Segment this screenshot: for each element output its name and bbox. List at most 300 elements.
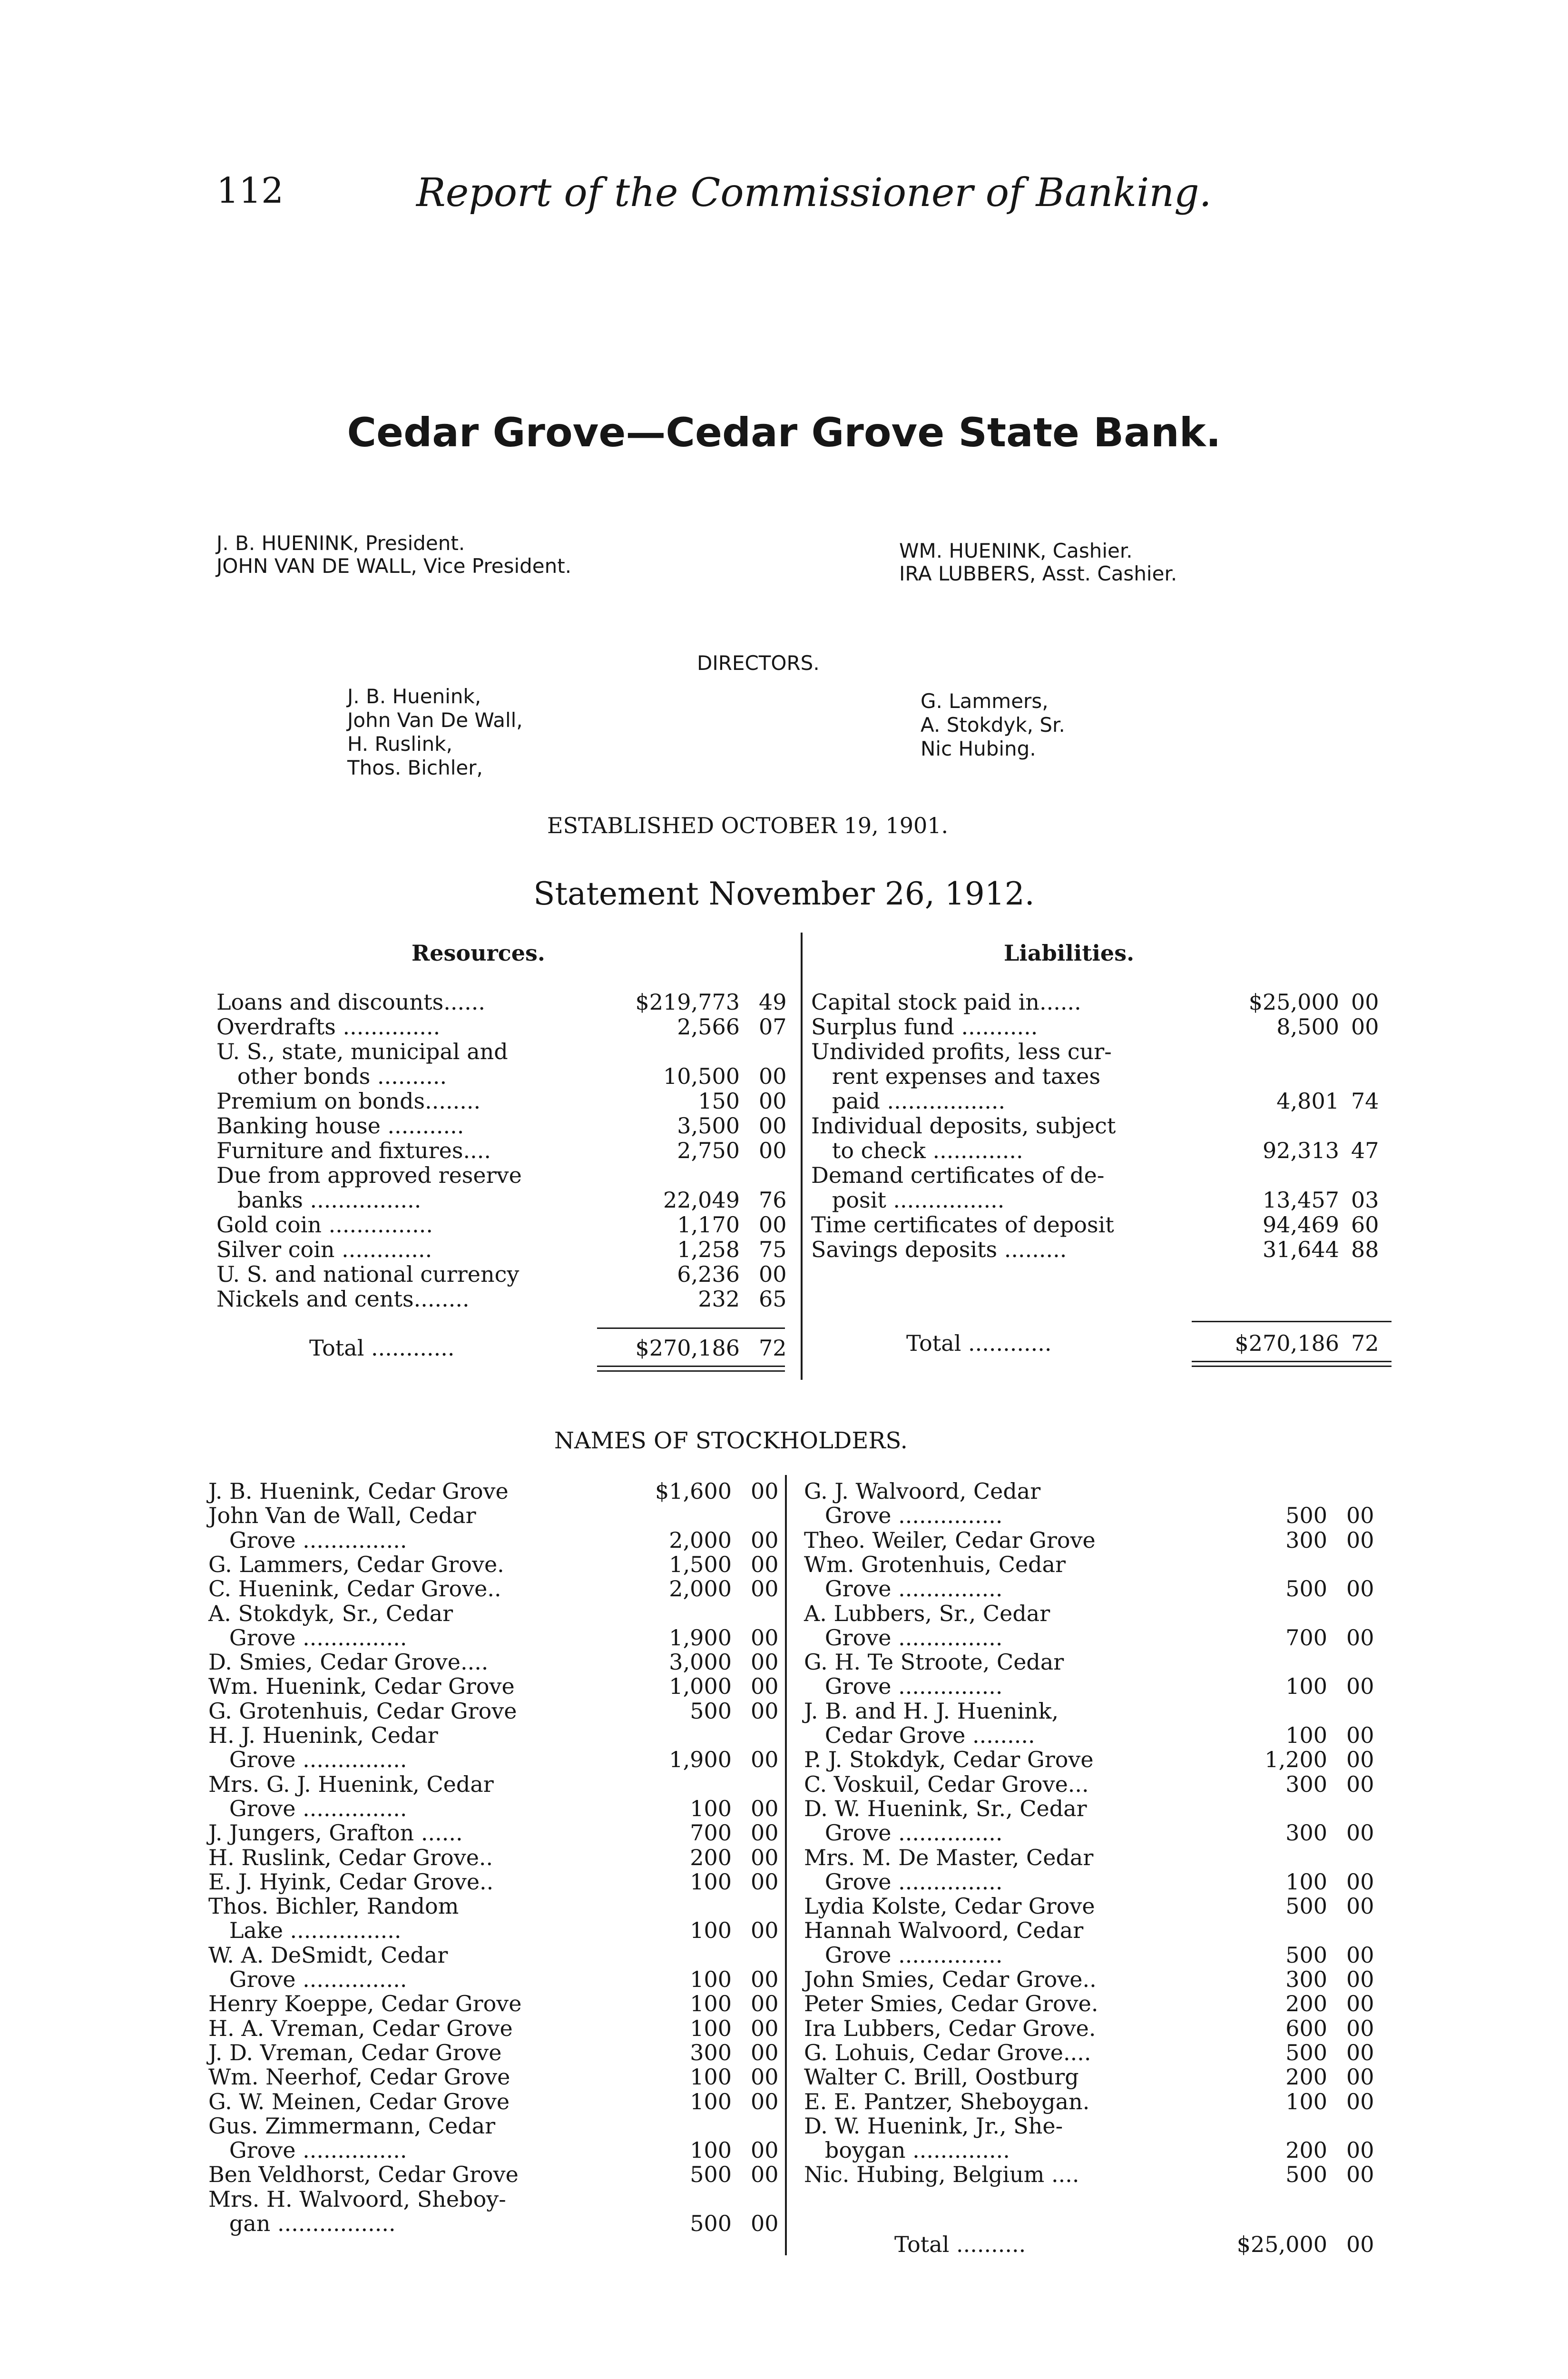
stockholders-total-cents: 00 <box>1346 2232 1374 2257</box>
stockholder-row-label: D. Smies, Cedar Grove.... <box>208 1649 489 1675</box>
resources-row-label: Due from approved reserve <box>216 1162 522 1188</box>
stockholder-row-cents: 00 <box>1346 1673 1374 1700</box>
resources-row-label: Furniture and fixtures.... <box>216 1138 491 1163</box>
liabilities-row-dollars: 31,644 <box>1263 1237 1339 1262</box>
liabilities-double-rule <box>1192 1366 1392 1367</box>
stockholder-row-cents: 00 <box>1346 1991 1374 2017</box>
stockholder-row-label: Grove ............... <box>208 1527 407 1553</box>
stockholder-row-dollars: 3,000 <box>669 1649 732 1675</box>
stockholder-row <box>208 1723 784 1748</box>
stockholder-row <box>804 2040 1403 2065</box>
stockholder-row-label: Grove ............... <box>804 1942 1003 1968</box>
stockholder-row-dollars: 100 <box>690 1868 732 1895</box>
stockholder-row <box>208 1650 784 1674</box>
stockholder-row-dollars: 100 <box>690 1966 732 1992</box>
stockholder-row-cents: 00 <box>751 1698 779 1724</box>
stockholder-row-label: G. J. Walvoord, Cedar <box>804 1478 1041 1504</box>
director-name: Nic Hubing. <box>921 737 1036 760</box>
liabilities-row <box>811 1014 1401 1039</box>
stockholder-row-label: Cedar Grove ......... <box>804 1722 1035 1748</box>
stockholder-row-dollars: 100 <box>1285 1722 1327 1748</box>
stockholder-row-label: Wm. Neerhof, Cedar Grove <box>208 2064 510 2090</box>
resources-row <box>216 1188 787 1212</box>
stockholder-row <box>804 1601 1403 1626</box>
stockholder-row-dollars: 100 <box>690 1991 732 2017</box>
stockholder-row-dollars: 300 <box>1285 1527 1327 1553</box>
liabilities-row-label: to check ............. <box>811 1138 1023 1163</box>
stockholder-row-cents: 00 <box>1346 1942 1374 1968</box>
officer-asst-cashier: IRA LUBBERS, Asst. Cashier. <box>899 562 1177 585</box>
stockholder-row-label: Grove ............... <box>208 1966 407 1992</box>
resources-row-label: Loans and discounts...... <box>216 989 485 1015</box>
liabilities-row-dollars: 4,801 <box>1276 1088 1339 1114</box>
stockholder-row <box>804 1747 1403 1772</box>
resources-row-label: banks ................ <box>216 1187 421 1213</box>
resources-row-dollars: 2,566 <box>677 1014 740 1040</box>
stockholder-row-dollars: 600 <box>1285 2015 1327 2041</box>
stockholder-row-cents: 00 <box>1346 1624 1374 1651</box>
stockholder-row <box>208 1747 784 1772</box>
liabilities-row <box>811 1163 1401 1188</box>
stockholder-row-label: J. B. Huenink, Cedar Grove <box>208 1478 509 1504</box>
stockholder-row <box>804 2016 1403 2041</box>
resources-double-rule <box>597 1370 785 1372</box>
stockholder-row-cents: 00 <box>1346 1747 1374 1773</box>
stockholder-row-cents: 00 <box>1346 1868 1374 1895</box>
liabilities-total-rule <box>1192 1321 1392 1322</box>
stockholder-row-label: Peter Smies, Cedar Grove. <box>804 1991 1098 2017</box>
liabilities-row-label: rent expenses and taxes <box>811 1063 1101 1089</box>
stockholder-row <box>804 1723 1403 1748</box>
stockholder-row <box>208 1967 784 1992</box>
stockholder-row-cents: 00 <box>1346 1722 1374 1748</box>
stockholder-row <box>804 1699 1403 1723</box>
stockholder-row-dollars: 700 <box>1285 1624 1327 1651</box>
stockholder-row-label: C. Voskuil, Cedar Grove... <box>804 1771 1089 1797</box>
liabilities-row-label: Individual deposits, subject <box>811 1113 1116 1139</box>
resources-row <box>216 990 787 1014</box>
stockholder-row <box>804 2064 1403 2089</box>
resources-row <box>216 1113 787 1138</box>
stockholder-row-cents: 00 <box>751 1795 779 1821</box>
stockholder-row-cents: 00 <box>751 1649 779 1675</box>
stockholder-row-label: Grove ............... <box>208 1747 407 1773</box>
resources-row-cents: 00 <box>759 1088 787 1114</box>
stockholder-row-dollars: 2,000 <box>669 1527 732 1553</box>
stockholder-row-dollars: 500 <box>1285 1576 1327 1602</box>
liabilities-row-cents: 88 <box>1351 1237 1379 1262</box>
stockholder-row <box>804 1503 1403 1528</box>
stockholder-row <box>208 2064 784 2089</box>
stockholder-row <box>208 1991 784 2016</box>
liabilities-row <box>811 1089 1401 1113</box>
stockholder-row-label: Grove ............... <box>804 1673 1003 1700</box>
stockholder-row-label: Mrs. H. Walvoord, Sheboy- <box>208 2186 506 2212</box>
resources-total-cents: 72 <box>759 1335 787 1361</box>
stockholder-row-cents: 00 <box>1346 1503 1374 1529</box>
stockholder-row <box>208 1479 784 1504</box>
stockholder-row-label: Nic. Hubing, Belgium .... <box>804 2162 1079 2188</box>
resources-total-dollars: $270,186 <box>635 1335 740 1361</box>
resources-row-cents: 75 <box>759 1237 787 1262</box>
stockholder-row-label: Theo. Weiler, Cedar Grove <box>804 1527 1096 1553</box>
stockholder-row-cents: 00 <box>751 2039 779 2065</box>
stockholder-row-label: A. Stokdyk, Sr., Cedar <box>208 1600 453 1626</box>
resources-row <box>216 1163 787 1188</box>
stockholder-row-dollars: 100 <box>690 1917 732 1944</box>
stockholder-row-dollars: 100 <box>690 2137 732 2163</box>
stockholder-row <box>208 2211 784 2236</box>
stockholder-row <box>208 2187 784 2212</box>
stockholder-row-dollars: 2,000 <box>669 1576 732 1602</box>
stockholder-row-dollars: 100 <box>690 2088 732 2114</box>
stockholder-row-label: Walter C. Brill, Oostburg <box>804 2064 1079 2090</box>
stockholder-row-cents: 00 <box>751 2211 779 2236</box>
liabilities-row <box>811 1237 1401 1262</box>
director-name: G. Lammers, <box>921 689 1049 713</box>
liabilities-row-cents: 00 <box>1351 1014 1379 1040</box>
stockholder-row-label: Hannah Walvoord, Cedar <box>804 1917 1084 1944</box>
stockholder-row-cents: 00 <box>1346 2137 1374 2163</box>
liabilities-row-cents: 60 <box>1351 1212 1379 1238</box>
stockholder-row-dollars: 500 <box>690 2211 732 2236</box>
stockholder-row-dollars: 1,900 <box>669 1747 732 1773</box>
stockholder-row-dollars: 100 <box>690 1795 732 1821</box>
resources-row-label: other bonds .......... <box>216 1063 447 1089</box>
stockholder-row-cents: 00 <box>1346 2015 1374 2041</box>
resources-row-label: Gold coin ............... <box>216 1212 433 1238</box>
stockholder-row <box>804 1820 1403 1845</box>
running-title: Report of the Commissioner of Banking. <box>416 170 1212 216</box>
stockholder-row-label: Lydia Kolste, Cedar Grove <box>804 1893 1095 1919</box>
resources-row <box>216 1287 787 1311</box>
stockholder-row-cents: 00 <box>1346 2064 1374 2090</box>
bank-title: Cedar Grove—Cedar Grove State Bank. <box>347 409 1221 456</box>
liabilities-row <box>811 1039 1401 1064</box>
stockholder-row-cents: 00 <box>751 1844 779 1870</box>
directors-heading: DIRECTORS. <box>697 651 820 675</box>
liabilities-row-dollars: $25,000 <box>1248 989 1339 1015</box>
stockholder-row <box>804 1674 1403 1699</box>
stockholder-row-label: John Smies, Cedar Grove.. <box>804 1966 1097 1992</box>
stockholder-row-cents: 00 <box>1346 1966 1374 1992</box>
stockholder-row-dollars: 500 <box>1285 2162 1327 2188</box>
established-date: ESTABLISHED OCTOBER 19, 1901. <box>547 813 949 838</box>
liabilities-row-label: Demand certificates of de- <box>811 1162 1105 1188</box>
stockholder-row <box>208 1845 784 1870</box>
stockholder-row-cents: 00 <box>751 1551 779 1577</box>
stockholder-row-dollars: 1,000 <box>669 1673 732 1700</box>
stockholder-row-cents: 00 <box>751 1527 779 1553</box>
stockholder-row-label: John Van de Wall, Cedar <box>208 1503 476 1529</box>
liabilities-row-dollars: 92,313 <box>1263 1138 1339 1163</box>
stockholder-row-cents: 00 <box>1346 1527 1374 1553</box>
stockholder-row-label: G. Lohuis, Cedar Grove.... <box>804 2039 1091 2065</box>
liabilities-row-label: Savings deposits ......... <box>811 1237 1067 1262</box>
stockholder-row <box>208 1796 784 1821</box>
stockholder-row-cents: 00 <box>1346 2088 1374 2114</box>
stockholder-row-label: D. W. Huenink, Jr., She- <box>804 2113 1063 2139</box>
stockholder-row <box>804 1625 1403 1650</box>
director-name: J. B. Huenink, <box>347 685 481 708</box>
resources-row-cents: 07 <box>759 1014 787 1040</box>
resources-row-cents: 00 <box>759 1113 787 1139</box>
resources-row <box>216 1064 787 1089</box>
liabilities-heading: Liabilities. <box>1004 940 1135 966</box>
stockholder-row <box>804 1918 1403 1943</box>
liabilities-row-dollars: 13,457 <box>1263 1187 1339 1213</box>
resources-row <box>216 1039 787 1064</box>
resources-row <box>216 1212 787 1237</box>
liabilities-row-label: Time certificates of deposit <box>811 1212 1114 1238</box>
stockholder-row-label: Grove ............... <box>804 1820 1003 1846</box>
stockholder-row-cents: 00 <box>751 1747 779 1773</box>
liabilities-row-dollars: 94,469 <box>1263 1212 1339 1238</box>
stockholder-row <box>208 1869 784 1894</box>
officer-vice-president: JOHN VAN DE WALL, Vice President. <box>216 554 572 578</box>
resources-row-dollars: 22,049 <box>663 1187 740 1213</box>
stockholder-row <box>804 1479 1403 1504</box>
stockholder-row-dollars: 700 <box>690 1820 732 1846</box>
stockholder-row-label: H. A. Vreman, Cedar Grove <box>208 2015 513 2041</box>
stockholders-total-label: Total .......... <box>894 2232 1026 2257</box>
stockholder-row-cents: 00 <box>751 1478 779 1504</box>
stockholder-row-label: Grove ............... <box>208 1795 407 1821</box>
stockholder-row-label: Grove ............... <box>208 2137 407 2163</box>
stockholder-row-dollars: 300 <box>1285 1820 1327 1846</box>
stockholder-row-cents: 00 <box>751 1673 779 1700</box>
stockholder-row-label: Ben Veldhorst, Cedar Grove <box>208 2162 519 2188</box>
liabilities-total-dollars: $270,186 <box>1235 1330 1339 1356</box>
liabilities-double-rule <box>1192 1361 1392 1362</box>
stockholder-row-cents: 00 <box>751 2015 779 2041</box>
stockholder-row-label: E. E. Pantzer, Sheboygan. <box>804 2088 1090 2114</box>
stockholder-row <box>208 2138 784 2163</box>
stockholder-row <box>804 1650 1403 1674</box>
stockholders-heading: NAMES OF STOCKHOLDERS. <box>554 1427 908 1454</box>
stockholder-row-label: A. Lubbers, Sr., Cedar <box>804 1600 1050 1626</box>
liabilities-row <box>811 1212 1401 1237</box>
officer-president: J. B. HUENINK, President. <box>216 531 465 555</box>
liabilities-row <box>811 990 1401 1014</box>
stockholder-row <box>208 2089 784 2114</box>
resources-row-cents: 65 <box>759 1286 787 1312</box>
stockholder-row-cents: 00 <box>1346 2162 1374 2188</box>
liabilities-row-label: Undivided profits, less cur- <box>811 1039 1112 1064</box>
stockholder-row <box>208 1772 784 1797</box>
liabilities-row <box>811 1064 1401 1089</box>
liabilities-row <box>811 1138 1401 1163</box>
resources-row-label: U. S., state, municipal and <box>216 1039 508 1064</box>
stockholders-total-dollars: $25,000 <box>1236 2232 1327 2257</box>
statement-title: Statement November 26, 1912. <box>533 875 1035 912</box>
resources-row-label: Overdrafts .............. <box>216 1014 441 1040</box>
resources-row-cents: 76 <box>759 1187 787 1213</box>
stockholder-row-dollars: 200 <box>690 1844 732 1870</box>
resources-double-rule <box>597 1366 785 1367</box>
stockholder-row-label: Mrs. G. J. Huenink, Cedar <box>208 1771 494 1797</box>
officer-cashier: WM. HUENINK, Cashier. <box>899 539 1133 562</box>
stockholder-row-label: D. W. Huenink, Sr., Cedar <box>804 1795 1087 1821</box>
stockholder-row-label: Grove ............... <box>208 1624 407 1651</box>
director-name: John Van De Wall, <box>347 708 523 732</box>
resources-row-dollars: 6,236 <box>677 1261 740 1287</box>
resources-row-cents: 00 <box>759 1261 787 1287</box>
director-name: A. Stokdyk, Sr. <box>921 713 1065 737</box>
liabilities-row-cents: 74 <box>1351 1088 1379 1114</box>
statement-column-divider <box>801 933 803 1380</box>
resources-row <box>216 1237 787 1262</box>
page-number: 112 <box>216 170 284 211</box>
liabilities-row-label: posit ................ <box>811 1187 1005 1213</box>
stockholder-row-label: Grove ............... <box>804 1576 1003 1602</box>
liabilities-row-label: Capital stock paid in...... <box>811 989 1081 1015</box>
stockholder-row-label: G. Grotenhuis, Cedar Grove <box>208 1698 517 1724</box>
stockholder-row <box>804 2114 1403 2138</box>
stockholder-row-cents: 00 <box>1346 1820 1374 1846</box>
stockholder-row-label: Henry Koeppe, Cedar Grove <box>208 1991 522 2017</box>
director-name: Thos. Bichler, <box>347 756 483 779</box>
stockholder-row-label: Grove ............... <box>804 1503 1003 1529</box>
stockholder-row-dollars: 300 <box>1285 1771 1327 1797</box>
liabilities-row-cents: 47 <box>1351 1138 1379 1163</box>
stockholder-row-dollars: 300 <box>1285 1966 1327 1992</box>
liabilities-row <box>811 1113 1401 1138</box>
stockholder-row <box>208 1576 784 1601</box>
resources-row-dollars: 2,750 <box>677 1138 740 1163</box>
stockholder-row <box>804 1576 1403 1601</box>
stockholder-row-dollars: 100 <box>1285 1673 1327 1700</box>
stockholder-row <box>208 1674 784 1699</box>
stockholder-row <box>804 1845 1403 1870</box>
resources-row-dollars: 3,500 <box>677 1113 740 1139</box>
stockholder-row <box>804 1528 1403 1553</box>
stockholder-row-dollars: 500 <box>1285 1503 1327 1529</box>
stockholder-row-label: Grove ............... <box>804 1868 1003 1895</box>
liabilities-row-cents: 03 <box>1351 1187 1379 1213</box>
stockholder-row <box>804 1991 1403 2016</box>
stockholder-row-label: C. Huenink, Cedar Grove.. <box>208 1576 501 1602</box>
stockholder-row-cents: 00 <box>751 1966 779 1992</box>
stockholder-row-cents: 00 <box>751 2162 779 2188</box>
resources-heading: Resources. <box>412 940 545 966</box>
stockholder-row <box>208 1699 784 1723</box>
stockholder-row-label: Mrs. M. De Master, Cedar <box>804 1844 1094 1870</box>
stockholder-row-dollars: 500 <box>690 2162 732 2188</box>
stockholder-row-cents: 00 <box>751 2137 779 2163</box>
stockholder-row-dollars: 200 <box>1285 1991 1327 2017</box>
resources-row-label: U. S. and national currency <box>216 1261 519 1287</box>
stockholder-row <box>208 1528 784 1553</box>
resources-row-dollars: 150 <box>698 1088 740 1114</box>
stockholders-column-divider <box>785 1475 787 2255</box>
stockholder-row-cents: 00 <box>751 1624 779 1651</box>
resources-row-label: Nickels and cents........ <box>216 1286 470 1312</box>
stockholder-row <box>208 1552 784 1577</box>
resources-row <box>216 1262 787 1287</box>
resources-row <box>216 1014 787 1039</box>
stockholder-row-cents: 00 <box>751 2064 779 2090</box>
liabilities-row-label: Surplus fund ........... <box>811 1014 1038 1040</box>
resources-row-label: Banking house ........... <box>216 1113 464 1139</box>
stockholder-row <box>208 1625 784 1650</box>
stockholder-row-label: gan ................. <box>208 2211 396 2236</box>
stockholder-row-cents: 00 <box>1346 1771 1374 1797</box>
stockholder-row-label: J. B. and H. J. Huenink, <box>804 1698 1059 1724</box>
resources-row-cents: 00 <box>759 1212 787 1238</box>
resources-row-dollars: 10,500 <box>663 1063 740 1089</box>
resources-row-cents: 49 <box>759 989 787 1015</box>
stockholder-row <box>804 1943 1403 1967</box>
resources-row <box>216 1089 787 1113</box>
resources-row-label: Premium on bonds........ <box>216 1088 481 1114</box>
resources-row-dollars: 1,258 <box>677 1237 740 1262</box>
resources-row-cents: 00 <box>759 1138 787 1163</box>
stockholder-row-cents: 00 <box>751 1576 779 1602</box>
stockholder-row <box>208 2114 784 2138</box>
stockholder-row-cents: 00 <box>751 1991 779 2017</box>
stockholder-row-dollars: 500 <box>1285 2039 1327 2065</box>
stockholder-row-dollars: 200 <box>1285 2064 1327 2090</box>
stockholder-row <box>208 1918 784 1943</box>
stockholder-row-label: H. J. Huenink, Cedar <box>208 1722 438 1748</box>
stockholder-row <box>804 2138 1403 2163</box>
liabilities-row-dollars: 8,500 <box>1276 1014 1339 1040</box>
stockholder-row-label: G. W. Meinen, Cedar Grove <box>208 2088 510 2114</box>
stockholder-row-label: W. A. DeSmidt, Cedar <box>208 1942 448 1968</box>
director-name: H. Ruslink, <box>347 732 452 756</box>
resources-row-label: Silver coin ............. <box>216 1237 432 1262</box>
stockholder-row-label: E. J. Hyink, Cedar Grove.. <box>208 1868 494 1895</box>
stockholder-row-dollars: 100 <box>1285 2088 1327 2114</box>
stockholder-row <box>804 1967 1403 1992</box>
stockholder-row-cents: 00 <box>751 1820 779 1846</box>
stockholder-row-label: Ira Lubbers, Cedar Grove. <box>804 2015 1096 2041</box>
liabilities-total-cents: 72 <box>1351 1330 1379 1356</box>
stockholder-row-cents: 00 <box>751 2088 779 2114</box>
stockholder-row-label: Thos. Bichler, Random <box>208 1893 459 1919</box>
resources-total-rule <box>597 1327 785 1329</box>
resources-total-label: Total ............ <box>309 1335 455 1361</box>
stockholder-row-label: Wm. Grotenhuis, Cedar <box>804 1551 1066 1577</box>
stockholder-row <box>208 1820 784 1845</box>
stockholder-row-label: Lake ................ <box>208 1917 402 1944</box>
stockholder-row-dollars: 100 <box>690 2064 732 2090</box>
stockholder-row-label: G. Lammers, Cedar Grove. <box>208 1551 504 1577</box>
stockholder-row-label: Grove ............... <box>804 1624 1003 1651</box>
stockholder-row-dollars: 100 <box>1285 1868 1327 1895</box>
stockholder-row <box>208 1894 784 1918</box>
stockholder-row-dollars: 1,500 <box>669 1551 732 1577</box>
resources-row-dollars: $219,773 <box>635 989 740 1015</box>
liabilities-row-label: paid ................. <box>811 1088 1006 1114</box>
stockholder-row <box>804 2162 1403 2187</box>
stockholder-row-label: Gus. Zimmermann, Cedar <box>208 2113 496 2139</box>
stockholder-row <box>804 2089 1403 2114</box>
stockholder-row <box>208 1601 784 1626</box>
resources-row-cents: 00 <box>759 1063 787 1089</box>
stockholder-row-label: G. H. Te Stroote, Cedar <box>804 1649 1064 1675</box>
stockholder-row <box>804 1894 1403 1918</box>
resources-row-dollars: 1,170 <box>677 1212 740 1238</box>
stockholder-row-label: H. Ruslink, Cedar Grove.. <box>208 1844 493 1870</box>
stockholder-row-label: J. D. Vreman, Cedar Grove <box>208 2039 502 2065</box>
stockholder-row-cents: 00 <box>1346 1893 1374 1919</box>
stockholder-row-label: boygan .............. <box>804 2137 1010 2163</box>
stockholder-row <box>208 2016 784 2041</box>
stockholder-row <box>804 1796 1403 1821</box>
liabilities-row <box>811 1188 1401 1212</box>
